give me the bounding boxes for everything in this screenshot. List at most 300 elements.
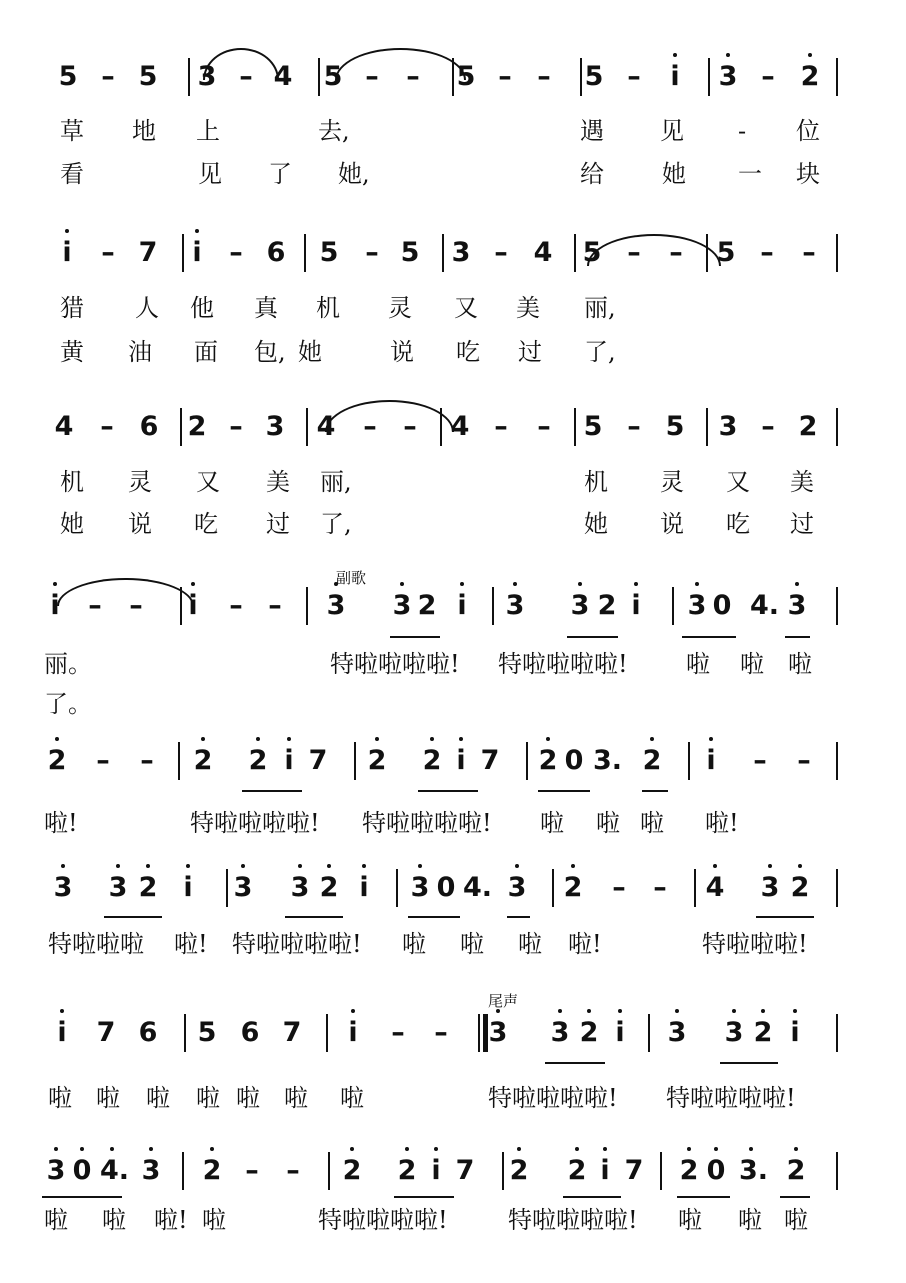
note: 4. (463, 872, 493, 903)
octave-dot (191, 582, 195, 586)
lyric: 啦 (678, 1206, 702, 1234)
note: 2 (193, 745, 213, 776)
lyric: 啦 (460, 930, 484, 958)
note: i (188, 590, 198, 621)
note: 0 (72, 1155, 92, 1186)
lyric: 啦! (705, 809, 739, 837)
note: i (706, 745, 716, 776)
octave-dot (794, 1147, 798, 1151)
barline (836, 58, 838, 96)
octave-dot (327, 864, 331, 868)
note: 0 (706, 1155, 726, 1186)
barline (836, 408, 838, 446)
lyric: 啦 (44, 1206, 68, 1234)
note: 2 (679, 1155, 699, 1186)
note: i (631, 590, 641, 621)
barline (672, 587, 674, 625)
octave-dot (350, 1147, 354, 1151)
note: 2 (798, 411, 818, 442)
note: – (494, 237, 508, 268)
barline (178, 742, 180, 780)
underline-beam (390, 636, 440, 638)
note: – (802, 237, 816, 268)
note: 2 (538, 745, 558, 776)
note: 5 (716, 237, 736, 268)
octave-dot (675, 1009, 679, 1013)
octave-dot (110, 1147, 114, 1151)
barline (836, 1014, 838, 1052)
lyric: 啦! (154, 1206, 188, 1234)
lyric: 特啦啦啦啦! (488, 1084, 618, 1112)
lyric: 又 (196, 468, 220, 496)
note: 2 (509, 1155, 529, 1186)
barline (574, 408, 576, 446)
lyric: 啦 (596, 809, 620, 837)
lyric: - (738, 117, 747, 145)
barline (180, 408, 182, 446)
note: 3 (667, 1017, 687, 1048)
octave-dot (298, 864, 302, 868)
lyric: 啦 (784, 1206, 808, 1234)
note: 4 (273, 61, 293, 92)
octave-dot (146, 864, 150, 868)
lyric: 他 (190, 294, 214, 322)
note: 5 (138, 61, 158, 92)
slur (203, 48, 279, 80)
lyric: 啦! (174, 930, 208, 958)
lyric: 特啦啦啦 (48, 930, 144, 958)
lyric: 黄 (60, 338, 84, 366)
note: 3 (265, 411, 285, 442)
barline (836, 1152, 838, 1190)
note: 3 (451, 237, 471, 268)
note: i (790, 1017, 800, 1048)
octave-dot (768, 864, 772, 868)
lyric: 啦 (202, 1206, 226, 1234)
slur (335, 48, 466, 80)
note: – (760, 237, 774, 268)
lyric: 啦 (402, 930, 426, 958)
barline (502, 1152, 504, 1190)
note: i (615, 1017, 625, 1048)
underline-beam (780, 1196, 810, 1198)
lyric: 位 (796, 117, 820, 145)
barline (694, 869, 696, 907)
lyric: 去, (318, 117, 350, 145)
octave-dot (714, 1147, 718, 1151)
lyric: 她 (60, 510, 84, 538)
underline-beam (418, 790, 478, 792)
note: 3 (507, 872, 527, 903)
lyric: 油 (128, 338, 152, 366)
barline (328, 1152, 330, 1190)
note: i (600, 1155, 610, 1186)
lyric: 啦! (568, 930, 602, 958)
octave-dot (650, 737, 654, 741)
lyric: 丽。 (44, 650, 92, 678)
lyric: 丽, (584, 294, 616, 322)
barline (574, 234, 576, 272)
lyric: 了, (320, 510, 352, 538)
note: i (457, 590, 467, 621)
lyric: 人 (135, 294, 159, 322)
note: 5 (319, 237, 339, 268)
note: 2 (422, 745, 442, 776)
lyric: 啦! (44, 809, 78, 837)
octave-dot (749, 1147, 753, 1151)
note: 3 (392, 590, 412, 621)
underline-beam (642, 790, 668, 792)
note: 7 (480, 745, 500, 776)
underline-beam (42, 1196, 122, 1198)
octave-dot (618, 1009, 622, 1013)
barline (836, 869, 838, 907)
barline (660, 1152, 662, 1190)
slur (57, 578, 194, 606)
note: – (653, 872, 667, 903)
lyric: 给 (580, 160, 604, 188)
lyric: 美 (790, 468, 814, 496)
note: 5 (58, 61, 78, 92)
lyric: 特啦啦啦啦! (232, 930, 362, 958)
note: 6 (240, 1017, 260, 1048)
note: – (365, 237, 379, 268)
octave-dot (434, 1147, 438, 1151)
barline (226, 869, 228, 907)
barline (648, 1014, 650, 1052)
lyric: 草 (60, 117, 84, 145)
barline (836, 587, 838, 625)
lyric: 她 (662, 160, 686, 188)
note: – (88, 590, 102, 621)
note: 5 (665, 411, 685, 442)
lyric: 机 (60, 468, 84, 496)
octave-dot (798, 864, 802, 868)
lyric: 啦 (102, 1206, 126, 1234)
octave-dot (80, 1147, 84, 1151)
note: 4. (750, 590, 780, 621)
note: – (245, 1155, 259, 1186)
barline (526, 742, 528, 780)
underline-beam (242, 790, 302, 792)
octave-dot (256, 737, 260, 741)
lyric: 猎 (60, 294, 84, 322)
note: – (229, 590, 243, 621)
slur (325, 400, 454, 432)
note: 5 (400, 237, 420, 268)
lyric: 又 (454, 294, 478, 322)
lyric: 面 (194, 338, 218, 366)
lyric: 真 (254, 294, 278, 322)
note: 2 (753, 1017, 773, 1048)
note: 3 (197, 61, 217, 92)
note: 3 (724, 1017, 744, 1048)
lyric: 啦 (640, 809, 664, 837)
lyric: 了。 (44, 690, 92, 718)
octave-dot (673, 53, 677, 57)
lyric: 啦 (686, 650, 710, 678)
underline-beam (394, 1196, 454, 1198)
note: – (239, 61, 253, 92)
lyric: 吃 (726, 510, 750, 538)
lyric: 美 (266, 468, 290, 496)
octave-dot (603, 1147, 607, 1151)
octave-dot (515, 864, 519, 868)
note: – (797, 745, 811, 776)
barline (182, 1152, 184, 1190)
note: – (627, 411, 641, 442)
note: 3 (53, 872, 73, 903)
octave-dot (405, 1147, 409, 1151)
note: 2 (579, 1017, 599, 1048)
underline-beam (545, 1062, 605, 1064)
lyric: 吃 (194, 510, 218, 538)
note: i (284, 745, 294, 776)
underline-beam (408, 916, 460, 918)
barline (836, 742, 838, 780)
note: 2 (397, 1155, 417, 1186)
note: 0 (436, 872, 456, 903)
note: 7 (624, 1155, 644, 1186)
barline (354, 742, 356, 780)
note: – (537, 411, 551, 442)
underline-beam (785, 636, 810, 638)
lyric: 啦 (788, 650, 812, 678)
octave-dot (54, 1147, 58, 1151)
octave-dot (571, 864, 575, 868)
note: 5 (583, 411, 603, 442)
lyric: 丽, (320, 468, 352, 496)
octave-dot (732, 1009, 736, 1013)
note: – (140, 745, 154, 776)
lyric: 特啦啦啦啦! (666, 1084, 796, 1112)
note: 3 (141, 1155, 161, 1186)
note: 2 (47, 745, 67, 776)
octave-dot (460, 582, 464, 586)
barline (552, 869, 554, 907)
octave-dot (351, 1009, 355, 1013)
lyric: 说 (660, 510, 684, 538)
octave-dot (761, 1009, 765, 1013)
note: 3 (290, 872, 310, 903)
octave-dot (793, 1009, 797, 1013)
barline (580, 58, 582, 96)
note: – (365, 61, 379, 92)
barline (706, 408, 708, 446)
lyric: 见 (198, 160, 222, 188)
note: 2 (597, 590, 617, 621)
note: 3 (718, 61, 738, 92)
section-label: 副歌 (336, 569, 367, 587)
note: – (669, 237, 683, 268)
barline (708, 58, 710, 96)
note: 4. (100, 1155, 130, 1186)
note: 2 (319, 872, 339, 903)
note: – (627, 61, 641, 92)
note: – (612, 872, 626, 903)
octave-dot (575, 1147, 579, 1151)
underline-beam (677, 1196, 730, 1198)
note: 7 (96, 1017, 116, 1048)
lyric: 看 (60, 160, 84, 188)
note: – (494, 411, 508, 442)
note: i (192, 237, 202, 268)
lyric: 过 (266, 510, 290, 538)
lyric: 特啦啦啦啦! (508, 1206, 638, 1234)
note: 3. (739, 1155, 769, 1186)
octave-dot (634, 582, 638, 586)
note: – (96, 745, 110, 776)
lyric: 她 (584, 510, 608, 538)
note: 7 (138, 237, 158, 268)
barline (306, 587, 308, 625)
lyric: 特啦啦啦啦! (362, 809, 492, 837)
lyric: 灵 (388, 294, 412, 322)
note: 2 (642, 745, 662, 776)
octave-dot (201, 737, 205, 741)
lyric: 特啦啦啦啦! (330, 650, 460, 678)
octave-dot (375, 737, 379, 741)
octave-dot (687, 1147, 691, 1151)
note: i (431, 1155, 441, 1186)
note: 2 (567, 1155, 587, 1186)
lyric: 啦 (284, 1084, 308, 1112)
lyric: 特啦啦啦啦! (318, 1206, 448, 1234)
note: 3 (787, 590, 807, 621)
lyric: 美 (516, 294, 540, 322)
barline (688, 742, 690, 780)
lyric: 特啦啦啦啦! (190, 809, 320, 837)
note: 3 (233, 872, 253, 903)
lyric: 吃 (456, 338, 480, 366)
octave-dot (587, 1009, 591, 1013)
note: i (456, 745, 466, 776)
note: – (403, 411, 417, 442)
octave-dot (513, 582, 517, 586)
octave-dot (53, 582, 57, 586)
lyric: 啦 (340, 1084, 364, 1112)
octave-dot (61, 864, 65, 868)
note: 7 (282, 1017, 302, 1048)
lyric: 包, (254, 338, 286, 366)
note: 7 (308, 745, 328, 776)
note: 3 (326, 590, 346, 621)
barline (304, 234, 306, 272)
note: 2 (790, 872, 810, 903)
octave-dot (726, 53, 730, 57)
note: 3 (760, 872, 780, 903)
lyric: 又 (726, 468, 750, 496)
lyric: 机 (316, 294, 340, 322)
note: 4 (705, 872, 725, 903)
note: – (101, 237, 115, 268)
barline (318, 58, 320, 96)
note: 3 (46, 1155, 66, 1186)
note: 6 (138, 1017, 158, 1048)
lyric: 啦 (196, 1084, 220, 1112)
note: 4 (450, 411, 470, 442)
lyric: 啦 (146, 1084, 170, 1112)
note: 4 (316, 411, 336, 442)
octave-dot (808, 53, 812, 57)
note: 2 (786, 1155, 806, 1186)
note: 2 (342, 1155, 362, 1186)
octave-dot (186, 864, 190, 868)
note: – (100, 411, 114, 442)
barline (184, 1014, 186, 1052)
lyric: 啦 (740, 650, 764, 678)
lyric: 说 (390, 338, 414, 366)
note: 2 (187, 411, 207, 442)
lyric: 说 (128, 510, 152, 538)
underline-beam (538, 790, 590, 792)
note: 3 (505, 590, 525, 621)
underline-beam (507, 916, 530, 918)
note: – (753, 745, 767, 776)
octave-dot (709, 737, 713, 741)
note: 5 (323, 61, 343, 92)
lyric: 块 (796, 160, 820, 188)
note: 3 (108, 872, 128, 903)
barline (306, 408, 308, 446)
octave-dot (116, 864, 120, 868)
lyric: 特啦啦啦! (702, 930, 808, 958)
note: 5 (456, 61, 476, 92)
note: i (670, 61, 680, 92)
octave-dot (558, 1009, 562, 1013)
note: 3 (718, 411, 738, 442)
barline (326, 1014, 328, 1052)
octave-dot (695, 582, 699, 586)
underline-beam (720, 1062, 778, 1064)
note: – (391, 1017, 405, 1048)
note: 2 (248, 745, 268, 776)
note: i (348, 1017, 358, 1048)
note: – (286, 1155, 300, 1186)
octave-dot (578, 582, 582, 586)
octave-dot (418, 864, 422, 868)
note: 5 (582, 237, 602, 268)
note: i (57, 1017, 67, 1048)
lyric: 见 (660, 117, 684, 145)
note: 3. (593, 745, 623, 776)
barline (442, 234, 444, 272)
lyric: 她, (338, 160, 370, 188)
lyric: 灵 (660, 468, 684, 496)
note: 2 (563, 872, 583, 903)
underline-beam (756, 916, 814, 918)
note: – (229, 237, 243, 268)
barline (396, 869, 398, 907)
underline-beam (682, 636, 736, 638)
barline (188, 58, 190, 96)
note: 3 (550, 1017, 570, 1048)
note: 3 (570, 590, 590, 621)
note: 2 (417, 590, 437, 621)
note: – (229, 411, 243, 442)
note: – (537, 61, 551, 92)
note: – (406, 61, 420, 92)
underline-beam (567, 636, 618, 638)
note: – (761, 61, 775, 92)
lyric: 过 (518, 338, 542, 366)
lyric: 一 (738, 160, 762, 188)
note: 4 (54, 411, 74, 442)
lyric: 遇 (580, 117, 604, 145)
note: 2 (367, 745, 387, 776)
lyric: 了, (584, 338, 616, 366)
note: 2 (202, 1155, 222, 1186)
